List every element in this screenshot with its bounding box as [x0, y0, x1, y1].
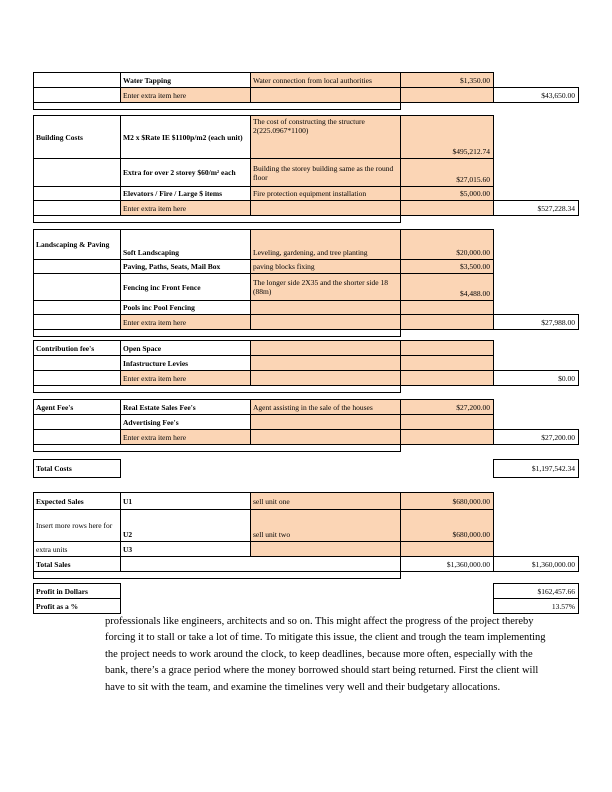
section-expected-sales — [33, 492, 579, 579]
table-row — [34, 116, 579, 159]
item-cell: Soft Landscaping — [121, 230, 251, 260]
item-cell: Real Estate Sales Fee's — [121, 400, 251, 415]
category-cell — [34, 301, 121, 315]
total-label-cell: Profit as a % — [34, 599, 121, 614]
amount-cell — [401, 371, 494, 386]
description-cell — [251, 371, 401, 386]
separator-row — [34, 330, 579, 337]
spacer-cell — [121, 460, 494, 478]
category-cell — [34, 356, 121, 371]
description-cell — [251, 430, 401, 445]
separator-cell — [34, 330, 401, 337]
category-cell — [34, 274, 121, 301]
amount-cell — [401, 201, 494, 216]
description-cell: Water connection from local authorities — [251, 73, 401, 88]
amount-cell: $680,000.00 — [401, 493, 494, 510]
description-cell: The longer side 2X35 and the shorter side 18 (88m) — [251, 274, 401, 301]
amount-cell — [401, 542, 494, 557]
table-row — [34, 88, 579, 103]
item-cell: Pools inc Pool Fencing — [121, 301, 251, 315]
spacer-cell — [121, 557, 401, 572]
separator-cell — [34, 445, 401, 452]
section-building-costs — [33, 115, 579, 223]
amount-cell — [401, 315, 494, 330]
category-cell: Expected Sales — [34, 493, 121, 510]
table-row — [34, 73, 579, 88]
table-row — [34, 341, 579, 356]
total-costs-row — [33, 459, 579, 478]
extra-item-cell: Enter extra item here — [121, 88, 251, 103]
separator-cell — [34, 572, 401, 579]
table-row — [34, 599, 579, 614]
spacer-cell — [121, 584, 494, 599]
spacer-cell — [121, 599, 494, 614]
body-paragraph: professionals like engineers, architects and so on. This might affect the progress of the project thereby forcing it to stall or take a lot of time. To mitigate this issue, the client and trough the team implementing the project needs to work around the clock, to keep deadlines, because more often, especially with the bank, there’s a grace period where the money borrowed should start being returned. First the client will have to sit with the team, and examine the timelines very well and their budgetary allocations. — [105, 616, 546, 693]
category-cell — [34, 430, 121, 445]
total-value-cell: $162,457.66 — [494, 584, 579, 599]
total-label-cell: Total Costs — [34, 460, 121, 478]
description-cell: Agent assisting in the sale of the houses — [251, 400, 401, 415]
spacer-cell — [494, 116, 579, 159]
spacer-cell — [494, 510, 579, 542]
amount-cell — [401, 88, 494, 103]
category-cell: extra units — [34, 542, 121, 557]
table-row — [34, 315, 579, 330]
category-cell: Insert more rows here for — [34, 510, 121, 542]
description-cell: sell unit two — [251, 510, 401, 542]
category-cell — [34, 88, 121, 103]
description-cell — [251, 201, 401, 216]
table-row — [34, 400, 579, 415]
item-cell: U2 — [121, 510, 251, 542]
spacer-cell — [494, 73, 579, 88]
extra-item-cell: Enter extra item here — [121, 430, 251, 445]
table-row — [34, 542, 579, 557]
extra-item-cell: Enter extra item here — [121, 371, 251, 386]
amount-cell: $4,488.00 — [401, 274, 494, 301]
table-row — [34, 187, 579, 201]
description-cell: Building the storey building same as the round floor — [251, 159, 401, 187]
item-cell: Open Space — [121, 341, 251, 356]
amount-cell: $3,500.00 — [401, 260, 494, 274]
item-cell: Infastructure Levies — [121, 356, 251, 371]
subtotal-cell: $0.00 — [494, 371, 579, 386]
table-row — [34, 510, 579, 542]
subtotal-cell: $27,200.00 — [494, 430, 579, 445]
table-row — [34, 430, 579, 445]
spacer-cell — [494, 356, 579, 371]
amount-cell — [401, 301, 494, 315]
table-row — [34, 493, 579, 510]
table-row — [34, 201, 579, 216]
description-cell — [251, 88, 401, 103]
table-row — [34, 415, 579, 430]
amount-cell — [401, 430, 494, 445]
item-cell: U3 — [121, 542, 251, 557]
table-row — [34, 301, 579, 315]
section-landscaping-paving — [33, 229, 579, 337]
subtotal-cell: $43,650.00 — [494, 88, 579, 103]
category-cell — [34, 371, 121, 386]
separator-row — [34, 103, 579, 110]
spacer-cell — [494, 341, 579, 356]
amount-cell: $27,015.60 — [401, 159, 494, 187]
category-cell — [34, 260, 121, 274]
total-value-cell: $1,197,542.34 — [494, 460, 579, 478]
description-cell — [251, 315, 401, 330]
table-row — [34, 371, 579, 386]
table-row — [34, 356, 579, 371]
item-cell: Fencing inc Front Fence — [121, 274, 251, 301]
section-agent-fees — [33, 399, 579, 452]
separator-cell — [34, 216, 401, 223]
amount-cell: $1,350.00 — [401, 73, 494, 88]
category-cell: Contribution fee's — [34, 341, 121, 356]
table-row — [34, 584, 579, 599]
spacer-cell — [494, 159, 579, 187]
total-subtotal-cell: $1,360,000.00 — [494, 557, 579, 572]
separator-cell — [34, 386, 401, 393]
description-cell — [251, 341, 401, 356]
table-row — [34, 460, 579, 478]
amount-cell — [401, 341, 494, 356]
subtotal-cell: $27,988.00 — [494, 315, 579, 330]
item-cell: Paving, Paths, Seats, Mail Box — [121, 260, 251, 274]
description-cell: sell unit one — [251, 493, 401, 510]
item-cell: Extra for over 2 storey $60/m² each — [121, 159, 251, 187]
category-cell — [34, 73, 121, 88]
amount-cell: $495,212.74 — [401, 116, 494, 159]
amount-cell: $20,000.00 — [401, 230, 494, 260]
item-cell: U1 — [121, 493, 251, 510]
spacer-cell — [494, 230, 579, 260]
table-row — [34, 274, 579, 301]
total-label-cell: Profit in Dollars — [34, 584, 121, 599]
section-statutory-extra — [33, 72, 579, 110]
separator-cell — [34, 103, 401, 110]
category-cell — [34, 201, 121, 216]
separator-row — [34, 445, 579, 452]
category-cell — [34, 187, 121, 201]
amount-cell: $680,000.00 — [401, 510, 494, 542]
description-cell: paving blocks fixing — [251, 260, 401, 274]
profit-summary — [33, 583, 579, 614]
extra-item-cell: Enter extra item here — [121, 315, 251, 330]
table-row — [34, 557, 579, 572]
item-cell: Advertising Fee's — [121, 415, 251, 430]
separator-row — [34, 572, 579, 579]
category-cell: Building Costs — [34, 116, 121, 159]
description-cell — [251, 356, 401, 371]
description-cell: Fire protection equipment installation — [251, 187, 401, 201]
category-cell: Landscaping & Paving — [34, 230, 121, 260]
spacer-cell — [494, 400, 579, 415]
amount-cell: $27,200.00 — [401, 400, 494, 415]
description-cell: Leveling, gardening, and tree planting — [251, 230, 401, 260]
category-cell — [34, 415, 121, 430]
item-cell: Water Tapping — [121, 73, 251, 88]
category-cell — [34, 159, 121, 187]
item-cell: M2 x $Rate IE $1100p/m2 (each unit) — [121, 116, 251, 159]
subtotal-cell: $527,228.34 — [494, 201, 579, 216]
separator-row — [34, 386, 579, 393]
category-cell — [34, 315, 121, 330]
spacer-cell — [494, 274, 579, 301]
category-cell: Agent Fee's — [34, 400, 121, 415]
amount-cell — [401, 415, 494, 430]
spacer-cell — [494, 542, 579, 557]
spacer-cell — [494, 260, 579, 274]
amount-cell: $5,000.00 — [401, 187, 494, 201]
spacer-cell — [494, 187, 579, 201]
total-value-cell: 13.57% — [494, 599, 579, 614]
section-contribution-fees — [33, 340, 579, 393]
total-value-cell: $1,360,000.00 — [401, 557, 494, 572]
table-row — [34, 260, 579, 274]
spacer-cell — [494, 301, 579, 315]
extra-item-cell: Enter extra item here — [121, 201, 251, 216]
amount-cell — [401, 356, 494, 371]
description-cell — [251, 542, 401, 557]
spacer-cell — [494, 493, 579, 510]
spacer-cell — [494, 415, 579, 430]
separator-row — [34, 216, 579, 223]
description-cell — [251, 301, 401, 315]
item-cell: Elevators / Fire / Large $ items — [121, 187, 251, 201]
table-row — [34, 159, 579, 187]
description-cell: The cost of constructing the structure 2(225.0967*1100) — [251, 116, 401, 159]
table-row — [34, 230, 579, 260]
total-label-cell: Total Sales — [34, 557, 121, 572]
description-cell — [251, 415, 401, 430]
